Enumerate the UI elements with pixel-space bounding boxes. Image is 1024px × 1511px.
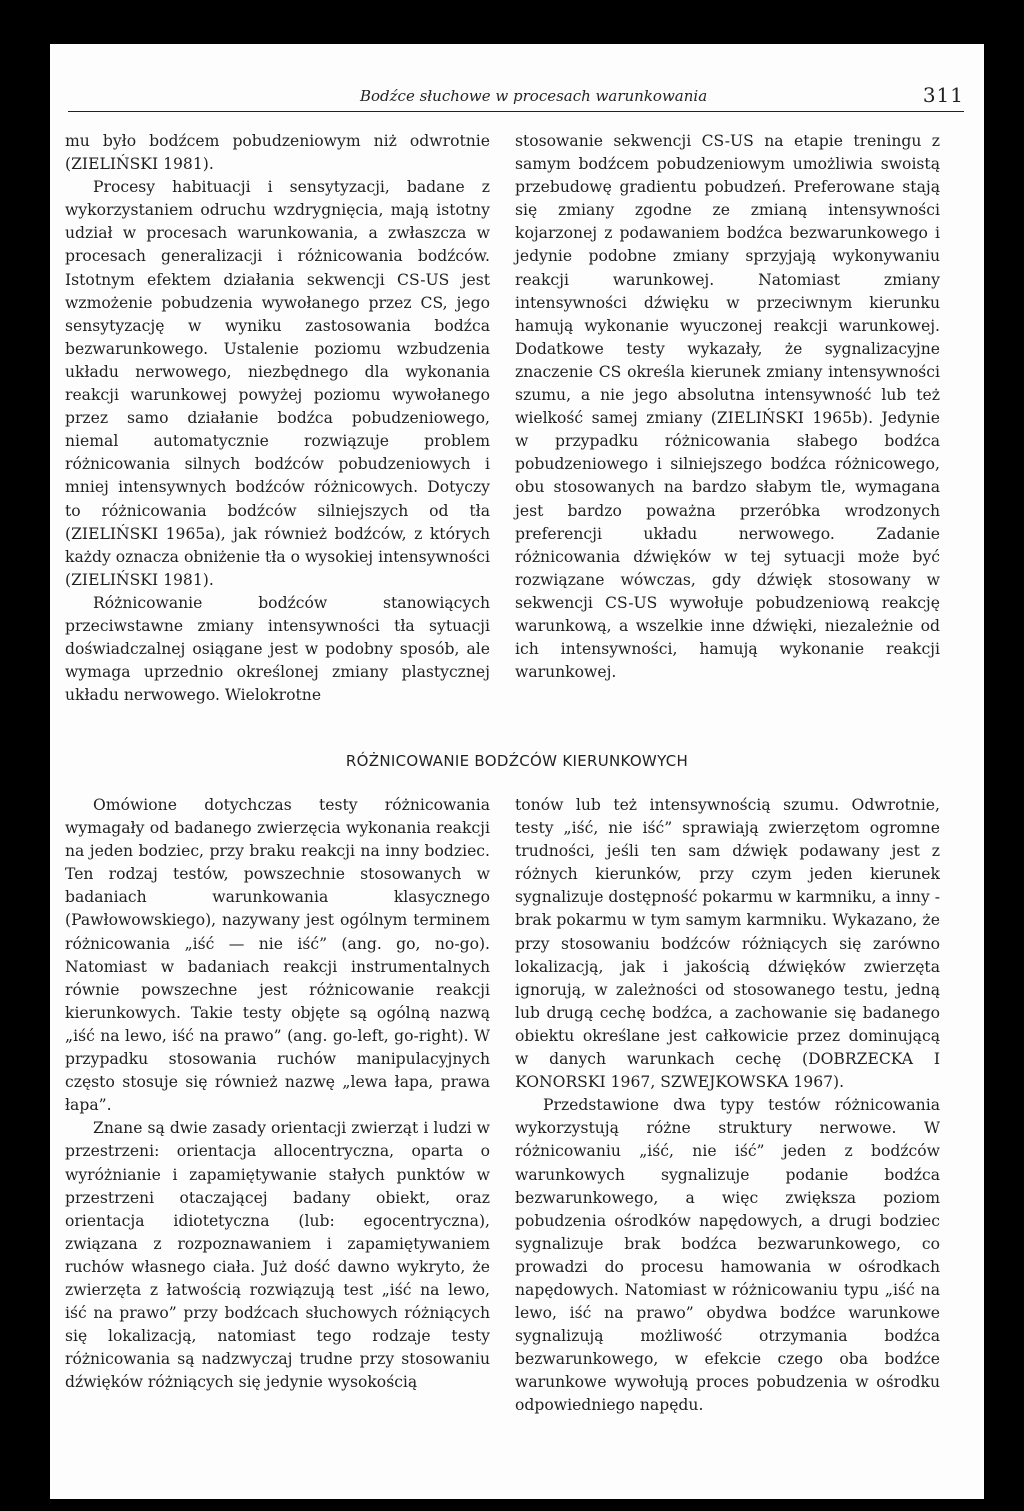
page-number: 311 xyxy=(922,83,964,107)
running-header xyxy=(68,85,964,112)
column-top-right xyxy=(515,130,940,684)
paragraph: Różnicowanie bodźców stanowiących przeciwstawne zmiany intensywności tła sytuacji doświadczalnej osiągane jest w podobny sposób, ale wymaga uprzednio określonej zmiany plastycznej układu nerwowego. Wielokrotne xyxy=(65,593,490,705)
section-heading: RÓŻNICOWANIE BODŹCÓW KIERUNKOWYCH xyxy=(345,752,689,770)
column-bottom-right xyxy=(515,794,940,1418)
running-title: Bodźce słuchowe w procesach warunkowania xyxy=(360,87,708,105)
paragraph: mu było bodźcem pobudzeniowym niż odwrotnie (ZIELIŃSKI 1981). xyxy=(65,132,490,174)
paragraph: stosowanie sekwencji CS-US na etapie treningu z samym bodźcem pobudzeniowym umożliwia swoistą przebudowę gradientu pobudzeń. Preferowane stają się zmiany zgodne ze zmianą intensywności kojarzonej z podawaniem bodźca bezwarunkowego i jedynie podobne zmiany sprzyjają wykonywaniu reakcji warunkowej. Natomiast zmiany intensywności dźwięku w przeciwnym kierunku hamują wykonanie wyuczonej reakcji warunkowej. Dodatkowe testy wykazały, że sygnalizacyjne znaczenie CS określa kierunek zmiany intensywności szumu, a nie jego absolutna intensywność lub też wielkość samej zmiany (ZIELIŃSKI 1965b). Jedynie w przypadku różnicowania słabego bodźca pobudzeniowego i silniejszego bodźca różnicowego, obu stosowanych na bardzo słabym tle, wymagana jest bardzo poważna przeróbka wrodzonych preferencji układu nerwowego. Zadanie różnicowania dźwięków w tej sytuacji może być rozwiązane wówczas, gdy dźwięk stosowany w sekwencji CS-US wywołuje pobudzeniową reakcję warunkową, a wszelkie inne dźwięki, niezależnie od ich intensywności, hamują wykonanie reakcji warunkowej. xyxy=(515,132,940,682)
book-page xyxy=(50,44,984,1499)
column-bottom-left xyxy=(65,794,490,1394)
paragraph: tonów lub też intensywnością szumu. Odwrotnie, testy „iść, nie iść” sprawiają zwierzętom ogromne trudności, jeśli ten sam dźwięk podawany jest z różnych kierunków, przy czym jeden kierunek sygnalizuje dostępność pokarmu w karmniku, a inny - brak pokarmu w tym samym karmniku. Wykazano, że przy stosowaniu bodźców różniących się zarówno lokalizacją, jak i jakością dźwięków zwierzęta ignorują, w zależności od stosowanego testu, jedną lub drugą cechę bodźca, a zachowanie się badanego obiektu określane jest całkowicie przez dominującą w danych warunkach cechę (DOBRZECKA I KONORSKI 1967, SZWEJKOWSKA 1967). xyxy=(515,796,940,1092)
paragraph: Omówione dotychczas testy różnicowania wymagały od badanego zwierzęcia wykonania reakcji na jeden bodziec, przy braku reakcji na inny bodziec. Ten rodzaj testów, powszechnie stosowanych w badaniach warunkowania klasycznego (Pawłowowskiego), nazywany jest ogólnym terminem różnicowania „iść — nie iść” (ang. go, no-go). Natomiast w badaniach reakcji instrumentalnych równie powszechne jest różnicowanie reakcji kierunkowych. Takie testy objęte są ogólną nazwą „iść na lewo, iść na prawo” (ang. go-left, go-right). W przypadku stosowania ruchów manipulacyjnych często stosuje się również nazwę „lewa łapa, prawa łapa”. xyxy=(65,796,490,1115)
column-top-left xyxy=(65,130,490,707)
paragraph: Procesy habituacji i sensytyzacji, badane z wykorzystaniem odruchu wzdrygnięcia, mają istotny udział w procesach warunkowania, a zwłaszcza w procesach generalizacji i różnicowania bodźców. Istotnym efektem działania sekwencji CS-US jest wzmożenie pobudzenia wywołanego przez CS, jego sensytyzację w wyniku zastosowania bodźca bezwarunkowego. Ustalenie poziomu wzbudzenia układu nerwowego, niezbędnego dla wykonania reakcji warunkowej powyżej poziomu wywołanego przez samo działanie bodźca pobudzeniowego, niemal automatycznie rozwiązuje problem różnicowania silnych bodźców pobudzeniowych i mniej intensywnych bodźców różnicowych. Dotyczy to różnicowania bodźców silniejszych od tła (ZIELIŃSKI 1965a), jak również bodźców, z których każdy oznacza obniżenie tła o wysokiej intensywności (ZIELIŃSKI 1981). xyxy=(65,178,490,589)
paragraph: Przedstawione dwa typy testów różnicowania wykorzystują różne struktury nerwowe. W różnicowaniu „iść, nie iść” jeden z bodźców warunkowych sygnalizuje podanie bodźca bezwarunkowego, a więc zwiększa poziom pobudzenia ośrodków napędowych, a drugi bodziec sygnalizuje brak bodźca bezwarunkowego, co prowadzi do procesu hamowania w ośrodkach napędowych. Natomiast w różnicowaniu typu „iść na lewo, iść na prawo” obydwa bodźce warunkowe sygnalizują możliwość otrzymania bodźca bezwarunkowego, w efekcie czego oba bodźce warunkowe wywołują proces pobudzenia w ośrodku odpowiedniego napędu. xyxy=(515,1096,940,1415)
paragraph: Znane są dwie zasady orientacji zwierząt i ludzi w przestrzeni: orientacja allocentryczna, oparta o wyróżnianie i zapamiętywanie stałych punktów w przestrzeni otaczającej badany obiekt, oraz orientacja idiotetyczna (lub: egocentryczna), związana z rozpoznawaniem i zapamiętywaniem ruchów własnego ciała. Już dość dawno wykryto, że zwierzęta z łatwością rozwiązują test „iść na lewo, iść na prawo” przy bodźcach słuchowych różniących się lokalizacją, natomiast tego rodzaje testy różnicowania są nadzwyczaj trudne przy stosowaniu dźwięków różniących się jedynie wysokością xyxy=(65,1119,490,1392)
